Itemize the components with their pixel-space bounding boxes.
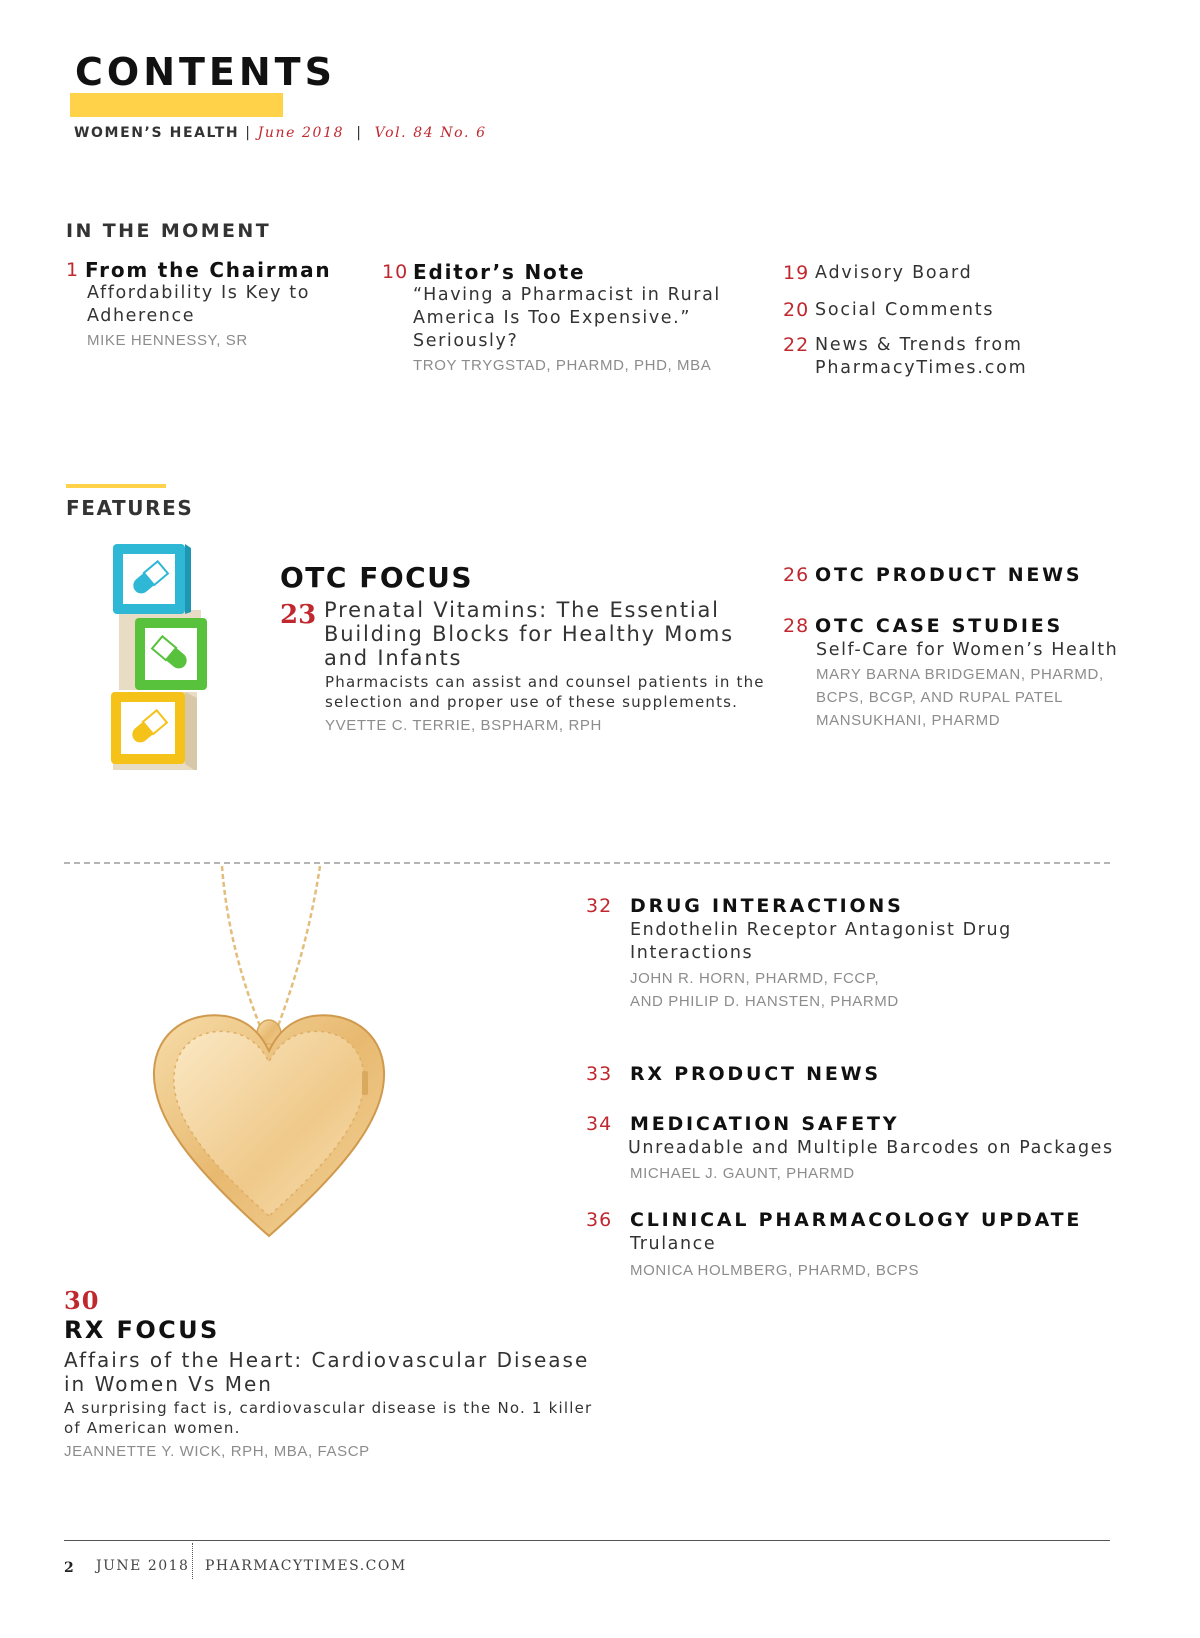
issue-topic: WOMEN’S HEALTH — [74, 125, 240, 141]
footer-divider — [192, 1543, 193, 1579]
entry-title-line1: News & Trends from — [815, 335, 1023, 355]
page-number: 1 — [66, 259, 80, 281]
entry-author-line2: BCPS, BCGP, AND RUPAL PATEL — [816, 689, 1064, 706]
entry-author: MONICA HOLMBERG, PHARMD, BCPS — [630, 1262, 920, 1279]
entry-title: RX PRODUCT NEWS — [630, 1063, 881, 1085]
pill-blocks-image — [105, 540, 225, 770]
rx-focus-heading: RX FOCUS — [64, 1316, 220, 1344]
footer-date: JUNE 2018 — [96, 1558, 190, 1574]
entry-title: DRUG INTERACTIONS — [630, 895, 904, 917]
entry-title: Social Comments — [815, 300, 995, 320]
entry-desc-line1: Pharmacists can assist and counsel patients in the — [325, 673, 765, 691]
entry-author-line3: MANSUKHANI, PHARMD — [816, 712, 1001, 729]
page-number: 23 — [280, 600, 317, 630]
entry-title: OTC PRODUCT NEWS — [815, 564, 1083, 586]
entry-subtitle: Self-Care for Women’s Health — [816, 640, 1119, 660]
page-title: CONTENTS — [75, 50, 336, 94]
entry-subtitle-line3: Seriously? — [413, 331, 519, 351]
page-number: 20 — [783, 299, 810, 321]
entry-title: From the Chairman — [85, 258, 332, 282]
page-number: 32 — [586, 895, 613, 917]
page-number: 36 — [586, 1209, 613, 1231]
section-divider — [64, 862, 1110, 864]
entry-title-line1: Affairs of the Heart: Cardiovascular Disease — [64, 1348, 590, 1372]
entry-title-line1: Prenatal Vitamins: The Essential — [324, 598, 720, 622]
page-number: 30 — [64, 1286, 100, 1315]
heart-locket-image — [150, 866, 390, 1246]
entry-desc-line1: A surprising fact is, cardiovascular disease is the No. 1 killer — [64, 1399, 593, 1417]
entry-title: Editor’s Note — [413, 260, 586, 284]
page-number: 22 — [783, 334, 810, 356]
page-number: 10 — [382, 261, 409, 283]
entry-subtitle-line2: Interactions — [630, 943, 754, 963]
issue-volume: Vol. 84 No. 6 — [374, 125, 487, 141]
section-label-features: FEATURES — [66, 496, 194, 520]
features-accent-bar — [66, 484, 166, 488]
entry-title-line2: Building Blocks for Healthy Moms — [324, 622, 734, 646]
otc-focus-heading: OTC FOCUS — [280, 561, 474, 594]
entry-author: TROY TRYGSTAD, PHARMD, PHD, MBA — [413, 357, 712, 374]
separator: | — [356, 125, 363, 141]
entry-subtitle-line1: Endothelin Receptor Antagonist Drug — [630, 920, 1012, 940]
page-number: 19 — [783, 262, 810, 284]
entry-desc-line2: selection and proper use of these supplements. — [325, 693, 739, 711]
entry-title-line2: in Women Vs Men — [64, 1372, 273, 1396]
entry-author-line2: AND PHILIP D. HANSTEN, PHARMD — [630, 993, 899, 1010]
entry-author: MICHAEL J. GAUNT, PHARMD — [630, 1165, 855, 1182]
title-highlight-bar — [70, 93, 283, 117]
entry-title-line2: PharmacyTimes.com — [815, 358, 1028, 378]
page-number: 34 — [586, 1113, 613, 1135]
entry-title: CLINICAL PHARMACOLOGY UPDATE — [630, 1209, 1083, 1231]
entry-author: MIKE HENNESSY, SR — [87, 332, 248, 349]
entry-author-line1: MARY BARNA BRIDGEMAN, PHARMD, — [816, 666, 1104, 683]
footer-rule — [64, 1540, 1110, 1541]
entry-author-line1: JOHN R. HORN, PHARMD, FCCP, — [630, 970, 880, 987]
entry-title-line3: and Infants — [324, 646, 463, 670]
footer-site[interactable]: PHARMACYTIMES.COM — [205, 1558, 407, 1574]
entry-subtitle: Trulance — [630, 1234, 717, 1254]
separator: | — [245, 125, 252, 141]
section-label-in-the-moment: IN THE MOMENT — [66, 220, 272, 242]
footer-page-number: 2 — [64, 1560, 74, 1576]
entry-author: YVETTE C. TERRIE, BSPHARM, RPH — [325, 717, 602, 734]
entry-subtitle-line2: America Is Too Expensive.” — [413, 308, 691, 328]
entry-subtitle: Unreadable and Multiple Barcodes on Packages — [628, 1138, 1114, 1158]
page-number: 33 — [586, 1063, 613, 1085]
entry-subtitle-line1: Affordability Is Key to — [87, 283, 311, 303]
page-number: 28 — [783, 615, 810, 637]
entry-desc-line2: of American women. — [64, 1419, 241, 1437]
entry-author: JEANNETTE Y. WICK, RPH, MBA, FASCP — [64, 1443, 370, 1460]
entry-title: MEDICATION SAFETY — [630, 1113, 900, 1135]
entry-subtitle-line2: Adherence — [87, 306, 196, 326]
issue-date: June 2018 — [257, 125, 345, 141]
issue-info — [74, 125, 487, 141]
entry-subtitle-line1: “Having a Pharmacist in Rural — [413, 285, 721, 305]
entry-title: OTC CASE STUDIES — [815, 615, 1063, 637]
entry-title: Advisory Board — [815, 263, 973, 283]
page-number: 26 — [783, 564, 810, 586]
